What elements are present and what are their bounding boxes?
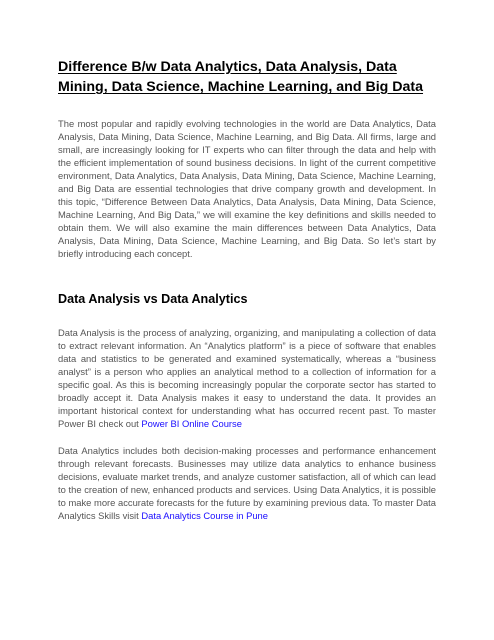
section-heading: Data Analysis vs Data Analytics xyxy=(58,292,248,306)
data-analysis-paragraph xyxy=(58,326,436,430)
document-page xyxy=(58,57,436,522)
document-title: Difference B/w Data Analytics, Data Analysis, Data Mining, Data Science, Machine Learning, and Big Data xyxy=(58,59,424,95)
data-analytics-course-link[interactable]: Data Analytics Course in Pune xyxy=(141,510,268,521)
data-analytics-paragraph xyxy=(58,444,436,522)
power-bi-course-link[interactable]: Power BI Online Course xyxy=(141,418,242,429)
intro-paragraph: The most popular and rapidly evolving technologies in the world are Data Analytics, Data Analysis, Data Mining, Data Science, Machine Learning, and Big Data. All firms, large and small, are increasingly looking for IT experts who can filter through the data and help with the efficient implementation of sound business decisions. In light of the current competitive environment, Data Analytics, Data Analysis, Data Mining, Data Science, Machine Learning, and Big Data are essential technologies that drive company growth and development. In this topic, “Difference Between Data Analytics, Data Analysis, Data Mining, Data Science, Machine Learning, And Big Data,” we will examine the key definitions and skills needed to obtain them. We will also examine the main differences between Data Analytics, Data Analysis, Data Mining, Data Science, Machine Learning, and Big Data. So let’s start by briefly introducing each concept. xyxy=(58,118,436,259)
data-analytics-text: Data Analytics includes both decision-making processes and performance enhancement through relevant forecasts. Businesses may utilize data analytics to enhance business decisions, evaluate market trends, and analyze customer satisfaction, all of which can lead to the creation of new, enhanced products and services. Using Data Analytics, it is possible to make more accurate forecasts for the future by examining previous data. To master Data Analytics Skills visit xyxy=(58,445,436,521)
data-analysis-text: Data Analysis is the process of analyzing, organizing, and manipulating a collection of data to extract relevant information. An “Analytics platform” is a piece of software that enables data and statistics to be generated and examined systematically, whereas a “business analyst” is a person who applies an analytical method to a collection of information for a specific goal. As this is becoming increasingly popular the corporate sector has started to broadly accept it. Data Analysis makes it easy to understand the data. It provides an important historical context for understanding what has occurred recent past. To master Power BI check out xyxy=(58,327,436,429)
